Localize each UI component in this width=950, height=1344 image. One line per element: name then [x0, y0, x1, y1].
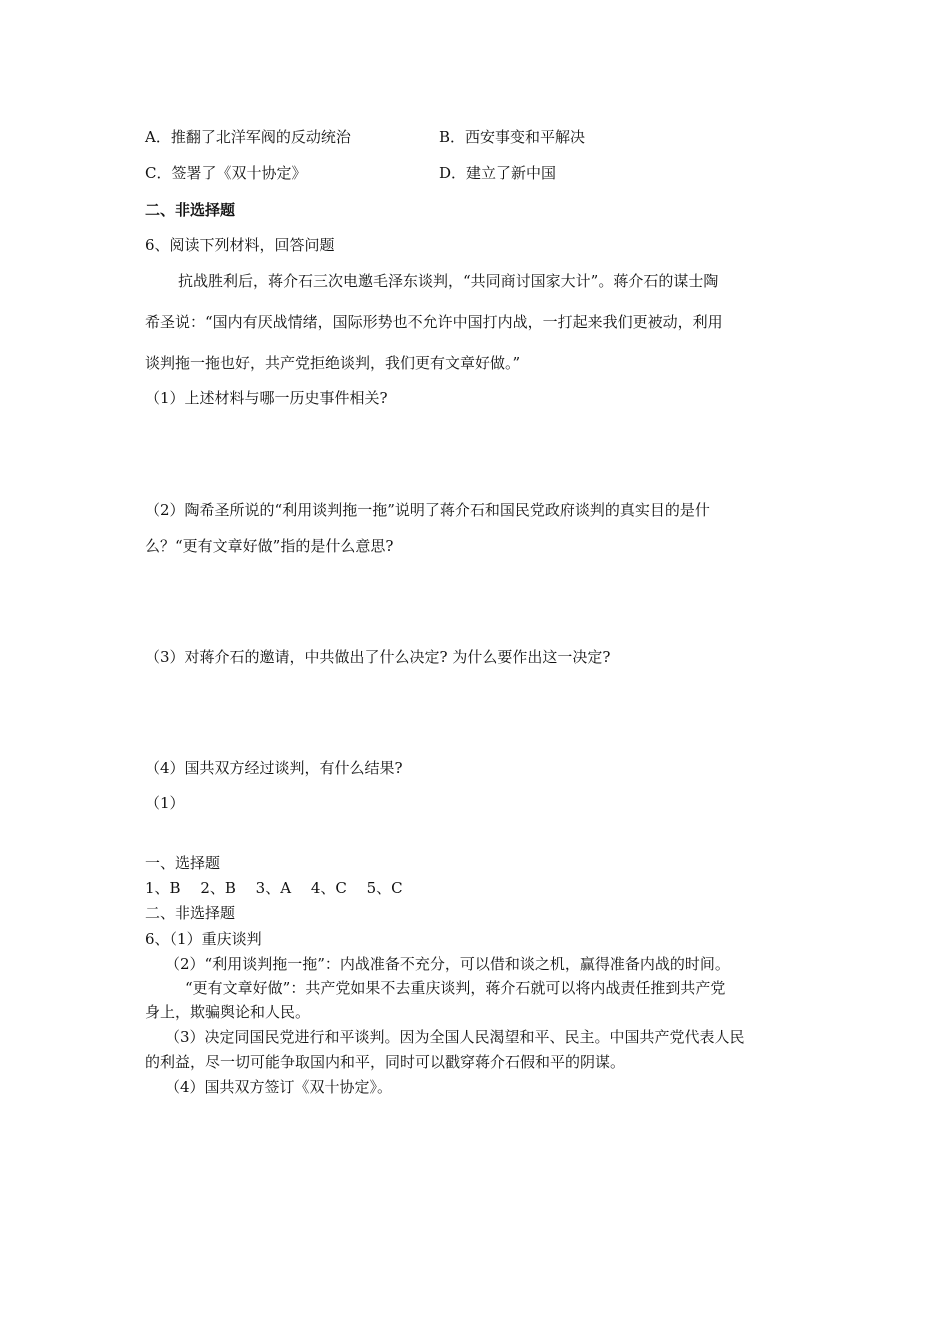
option-b: B．西安事变和平解决: [439, 128, 586, 146]
answer-1: 6、（1）重庆谈判: [145, 930, 262, 948]
sub-question-2-cont: 么？“更有文章好做”指的是什么意思?: [145, 537, 394, 555]
option-a: A．推翻了北洋军阀的反动统治: [145, 128, 351, 146]
sub-question-3: （3）对蒋介石的邀请，中共做出了什么决定? 为什么要作出这一决定?: [145, 648, 611, 666]
material-line: 希圣说：“国内有厌战情绪，国际形势也不允许中国打内战，一打起来我们更被动，利用: [145, 313, 723, 331]
sub-question-4: （4）国共双方经过谈判，有什么结果?: [145, 759, 403, 777]
answer-2: （2）“利用谈判拖一拖”：内战准备不充分，可以借和谈之机，赢得准备内战的时间。: [165, 955, 730, 973]
sub-question-1: （1）上述材料与哪一历史事件相关?: [145, 389, 388, 407]
question-prompt: 6、阅读下列材料，回答问题: [145, 236, 335, 254]
material-line: 抗战胜利后，蒋介石三次电邀毛泽东谈判，“共同商讨国家大计”。蒋介石的谋士陶: [178, 272, 719, 290]
answer-2-cont: 身上，欺骗舆论和人民。: [145, 1003, 311, 1021]
sub-question-2: （2）陶希圣所说的“利用谈判拖一拖”说明了蒋介石和国民党政府谈判的真实目的是什: [145, 501, 710, 519]
answer-3: （3）决定同国民党进行和平谈判。因为全国人民渴望和平、民主。中国共产党代表人民: [165, 1028, 745, 1046]
option-c: C．签署了《双十协定》: [145, 164, 307, 182]
answer-3-cont: 的利益，尽一切可能争取国内和平，同时可以戳穿蒋介石假和平的阴谋。: [145, 1053, 626, 1071]
answer-choices: 1、B 2、B 3、A 4、C 5、C: [145, 879, 403, 897]
material-line: 谈判拖一拖也好，共产党拒绝谈判，我们更有文章好做。”: [145, 354, 521, 372]
answer-heading-2: 二、非选择题: [145, 904, 236, 922]
answer-4: （4）国共双方签订《双十协定》。: [165, 1078, 393, 1096]
answer-2-cont: “更有文章好做”：共产党如果不去重庆谈判，蒋介石就可以将内战责任推到共产党: [185, 979, 726, 997]
sub-question-blank: （1）: [145, 794, 185, 812]
answer-heading-1: 一、选择题: [145, 854, 221, 872]
option-d: D．建立了新中国: [439, 164, 557, 182]
section-heading: 二、非选择题: [145, 201, 236, 219]
